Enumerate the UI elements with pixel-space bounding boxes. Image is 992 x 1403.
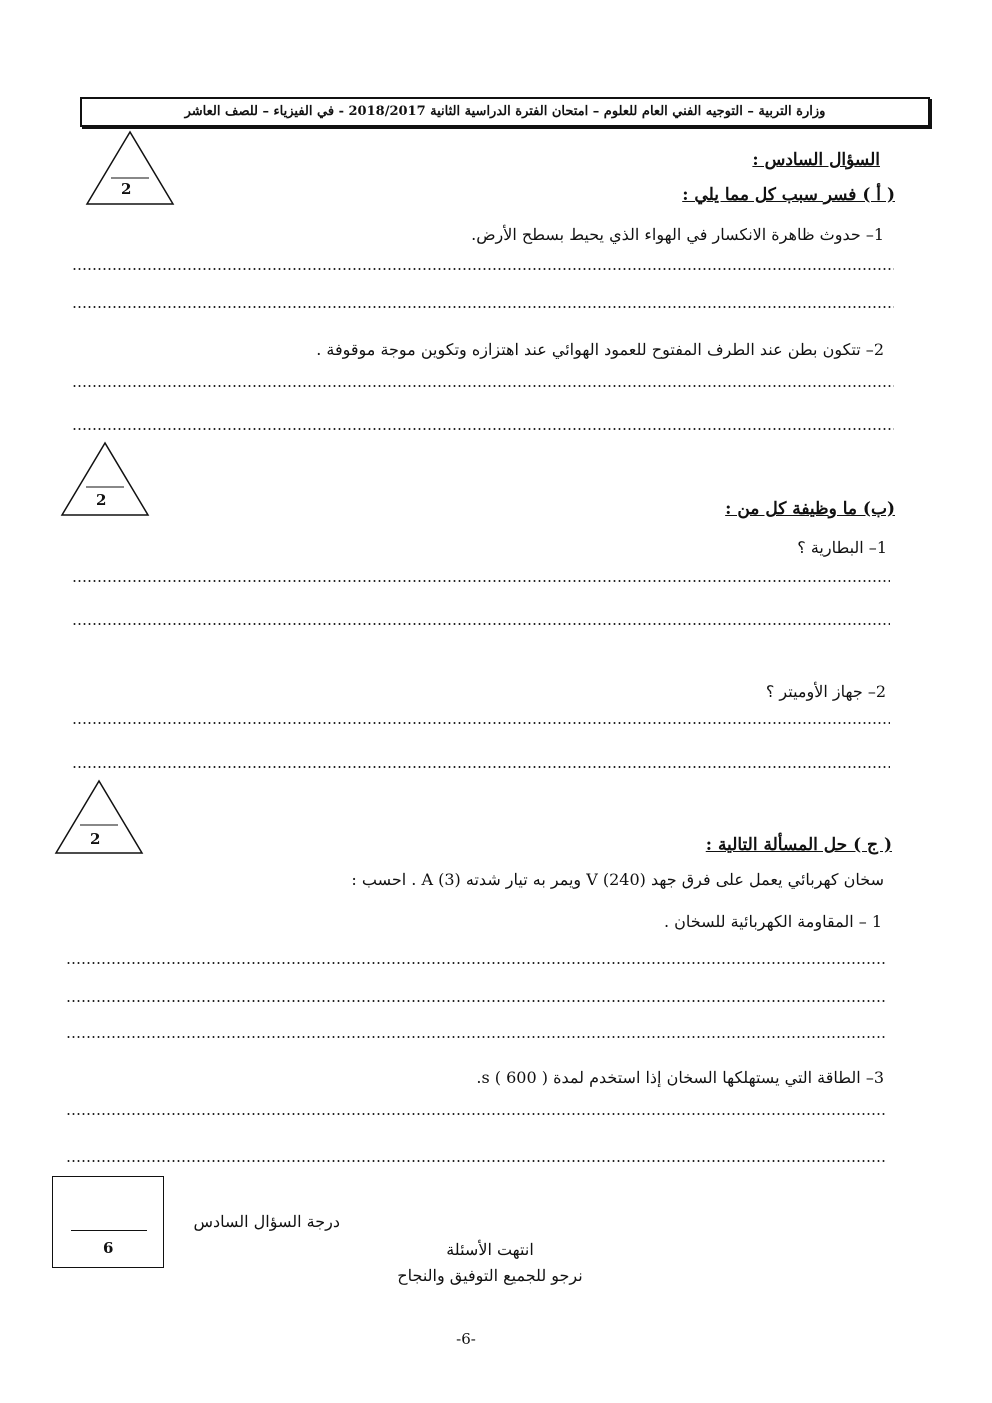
answer-line (66, 962, 886, 964)
answer-line (72, 722, 890, 724)
score-value-c: 2 (90, 830, 101, 848)
answer-line (66, 1160, 886, 1162)
answer-line (66, 1000, 886, 1002)
section-c-item-1: 1 – المقاومة الكهربائية للسخان . (663, 912, 882, 931)
section-a-item-2: 2– تتكون بطن عند الطرف المفتوح للعمود الهوائي عند اهتزازه وتكوين موجة موقوفة . (316, 340, 884, 359)
end-of-questions: انتهت الأسئلة (446, 1240, 534, 1259)
score-triangle-c (54, 779, 144, 855)
answer-line (72, 268, 894, 270)
total-score-value: 6 (103, 1239, 114, 1257)
section-a-heading: ( أ ) فسر سبب كل مما يلي : (682, 185, 895, 205)
section-b-heading: (ب) ما وظيفة كل من : (725, 499, 895, 519)
section-c-problem: سخان كهربائي يعمل على فرق جهد V (240) ويمر به تيار شدته A (3) . احسب : (351, 870, 884, 889)
answer-line (72, 580, 890, 582)
section-b-item-1: 1– البطارية ؟ (797, 538, 887, 557)
answer-line (66, 1036, 886, 1038)
section-a-item-1: 1– حدوث ظاهرة الانكسار في الهواء الذي يحيط بسطح الأرض. (471, 225, 884, 244)
section-c-item-2: 3– الطاقة التي يستهلكها السخان إذا استخدم لمدة s ( 600 ). (476, 1068, 884, 1087)
grade-divider (71, 1230, 147, 1231)
answer-line (72, 766, 890, 768)
question-title: السؤال السادس : (752, 150, 880, 170)
total-grade-label: درجة السؤال السادس (193, 1212, 340, 1231)
answer-line (66, 1113, 886, 1115)
exam-header: وزارة التربية – التوجيه الفني العام للعلوم – امتحان الفترة الدراسية الثانية 2018/2017 - في الفيزياء – للصف العاشر (80, 97, 930, 127)
good-luck-message: نرجو للجميع التوفيق والنجاح (397, 1266, 583, 1285)
answer-line (72, 623, 890, 625)
answer-line (72, 428, 894, 430)
section-b-item-2: 2– جهاز الأوميتر ؟ (765, 682, 886, 701)
total-grade-box (52, 1176, 164, 1268)
score-triangle-a (85, 130, 175, 206)
answer-line (72, 306, 894, 308)
score-triangle-b (60, 441, 150, 517)
score-value-b: 2 (96, 491, 107, 509)
score-value-a: 2 (121, 180, 132, 198)
section-c-heading: ( ج ) حل المسألة التالية : (705, 835, 892, 855)
page-number: -6- (456, 1330, 476, 1348)
answer-line (72, 385, 894, 387)
